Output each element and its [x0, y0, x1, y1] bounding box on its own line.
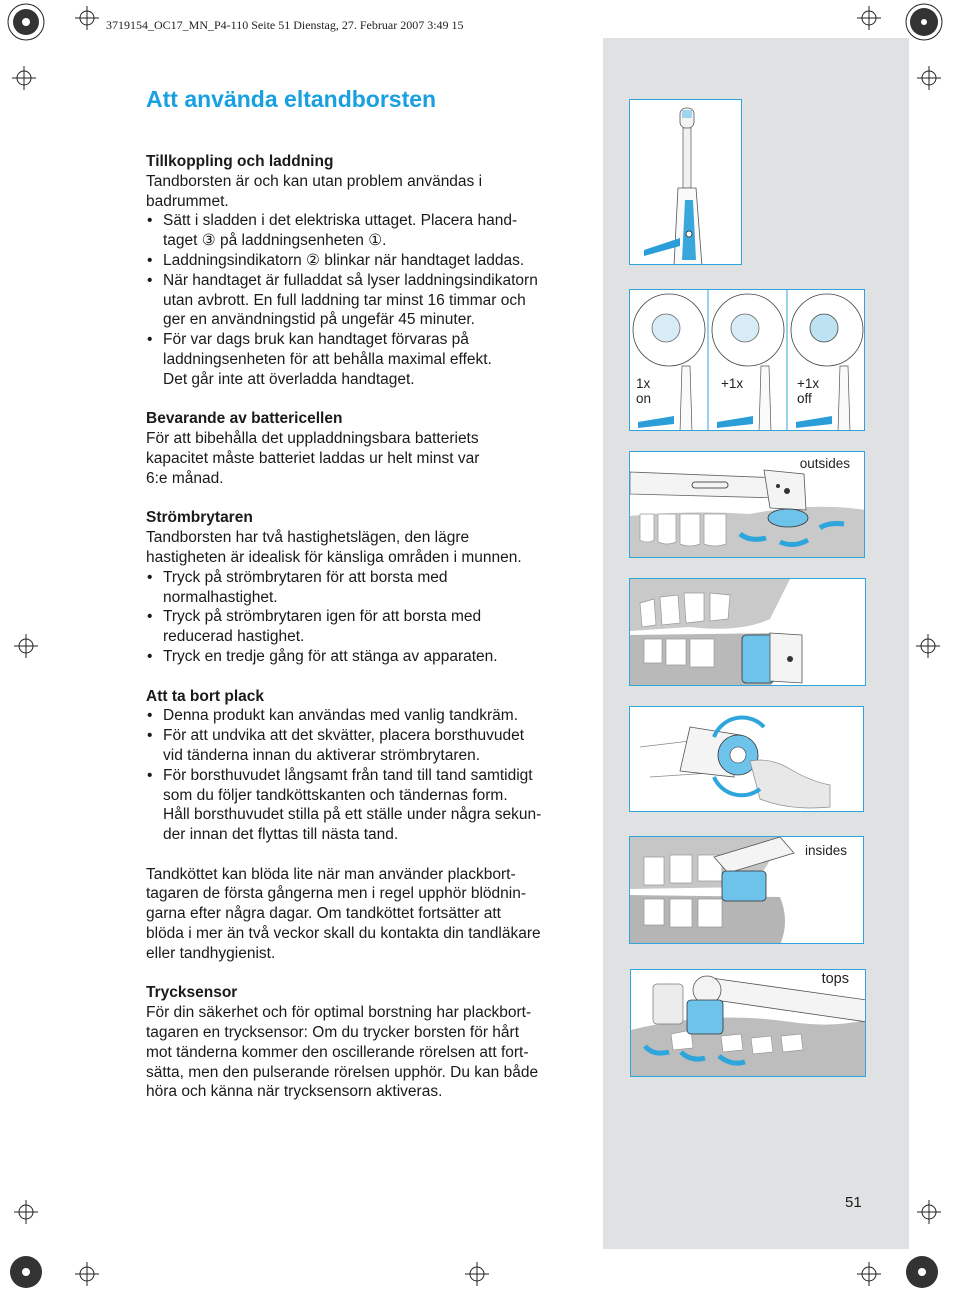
paragraph-line: badrummet.	[146, 192, 229, 210]
figure-side-teeth	[629, 578, 866, 686]
registration-mark-bottom-right	[896, 1248, 954, 1297]
crosshair-mark-top-2	[857, 6, 881, 35]
paragraph-line: För din säkerhet och för optimal borstning har plackbort-	[146, 1004, 532, 1022]
registration-mark-bottom-left	[0, 1248, 60, 1297]
list-item-line: • Tryck en tredje gång för att stänga av apparaten.	[163, 647, 498, 665]
paragraph-line: höra och känna när trycksensorn aktiveras.	[146, 1083, 443, 1101]
crosshair-mark-right-top	[917, 66, 941, 95]
main-text	[146, 152, 584, 1122]
paragraph-line: tagaren en trycksensor: Om du trycker borsten för hårt	[146, 1024, 520, 1042]
list-item-line: som du följer tandköttskanten och tändernas form.	[163, 786, 508, 804]
list-item-line: • Denna produkt kan användas med vanlig tandkräm.	[163, 707, 518, 725]
insides-label: insides	[804, 843, 847, 858]
list-item-line: • För att undvika att det skvätter, placera borsthuvudet	[163, 727, 525, 745]
section-plaque	[146, 687, 584, 845]
brushing-side-teeth-illustration	[630, 579, 866, 686]
list-item-line: • Tryck på strömbrytaren igen för att borsta med	[163, 608, 482, 626]
list-item-line: der innan det flyttas till nästa tand.	[163, 826, 399, 844]
mode-label-line: +1x	[797, 376, 820, 391]
paragraph-line: Tandborsten är och kan utan problem användas i	[146, 172, 483, 190]
paragraph-line: garna efter några dagar. Om tandköttet fortsätter att	[146, 905, 501, 923]
crosshair-mark-right-middle	[916, 634, 940, 663]
crosshair-mark-bottom-3	[857, 1262, 881, 1291]
mode-label-line: off	[797, 391, 812, 406]
list-item-line: Håll borsthuvudet stilla på ett ställe under några sekun-	[163, 806, 542, 824]
section-battery	[146, 409, 584, 488]
list-item	[146, 330, 584, 389]
list-item	[146, 251, 584, 271]
list-item-line: • För borsthuvudet långsamt från tand till tand samtidigt	[163, 766, 533, 784]
section-heading: Trycksensor	[146, 984, 238, 1002]
list-item-line: taget ③ på laddningsenheten ①.	[163, 232, 387, 250]
list-item	[146, 706, 584, 726]
mode-label-line: +1x	[721, 376, 744, 391]
bullet-list	[146, 706, 584, 845]
crosshair-mark-right-bottom	[917, 1200, 941, 1229]
list-item-line: • Laddningsindikatorn ② blinkar när handtaget laddas.	[163, 251, 525, 269]
list-item	[146, 726, 584, 766]
list-item-line: • Sätt i sladden i det elektriska uttaget. Placera hand-	[163, 212, 518, 230]
page-title: Att använda eltandborsten	[146, 86, 437, 112]
page-number: 51	[845, 1194, 862, 1211]
crosshair-mark-bottom-1	[75, 1262, 99, 1291]
mode-label-line: on	[636, 391, 652, 406]
list-item-line: • Tryck på strömbrytaren för att borsta med	[163, 568, 448, 586]
paragraph-line: tagaren de första gångerna men i regel upphör blödnin-	[146, 885, 527, 903]
paragraph-line: blöda i mer än två veckor skall du kontakta din tandläkare	[146, 925, 541, 943]
list-item	[146, 271, 584, 330]
section-heading: Att ta bort plack	[146, 687, 264, 705]
figure-rotation	[629, 706, 864, 812]
figure-tops	[630, 969, 866, 1077]
paragraph-line: hastigheten är idealisk för känsliga områden i munnen.	[146, 548, 522, 566]
list-item-line: Det går inte att överladda handtaget.	[163, 370, 415, 388]
list-item	[146, 568, 584, 608]
paragraph-line: Tandborsten har två hastighetslägen, den lägre	[146, 529, 470, 547]
bullet-list	[146, 211, 584, 389]
list-item-line: • När handtaget är fulladdat så lyser laddningsindikatorn	[163, 271, 538, 289]
list-item-line: reducerad hastighet.	[163, 628, 305, 646]
registration-mark-top-left	[0, 0, 60, 65]
list-item	[146, 647, 584, 667]
paragraph-line: mot tänderna kommer den oscillerande rörelsen att fort-	[146, 1043, 529, 1061]
list-item-line: • För var dags bruk kan handtaget förvaras på	[163, 331, 469, 349]
crosshair-mark-top-1	[75, 6, 99, 35]
figure-speed-modes	[629, 289, 865, 431]
mode-label-2	[721, 376, 743, 391]
brushing-rotation-illustration	[630, 707, 864, 812]
crosshair-mark-left-bottom	[14, 1200, 38, 1229]
list-item	[146, 766, 584, 845]
crosshair-mark-left-middle	[14, 634, 38, 663]
paragraph-line: sätta, men den pulserande rörelsen upphör. Du kan både	[146, 1063, 539, 1081]
paragraph-line: Tandköttet kan blöda lite när man använder plackbort-	[146, 865, 516, 883]
three-mode-illustration	[630, 290, 865, 431]
section-charging	[146, 152, 584, 390]
mode-label-1	[636, 376, 651, 406]
outsides-label: outsides	[799, 456, 850, 471]
paragraph-line: eller tandhygienist.	[146, 944, 276, 962]
print-header: 3719154_OC17_MN_P4-110 Seite 51 Dienstag, 27. Februar 2007 3:49 15	[106, 18, 464, 32]
section-switch	[146, 508, 584, 666]
crosshair-mark-bottom-2	[465, 1262, 489, 1291]
toothbrush-on-charger-illustration	[630, 100, 742, 265]
section-bleeding-note	[146, 865, 584, 964]
figure-charging	[629, 99, 742, 265]
list-item	[146, 607, 584, 647]
figure-outsides	[629, 451, 865, 558]
section-heading: Tillkoppling och laddning	[146, 153, 334, 170]
crosshair-mark-left-top	[12, 66, 36, 95]
mode-label-3	[797, 376, 819, 406]
list-item-line: normalhastighet.	[163, 588, 278, 606]
figure-insides	[629, 836, 864, 944]
paragraph-line: 6:e månad.	[146, 469, 224, 487]
section-heading: Strömbrytaren	[146, 509, 253, 527]
bullet-list	[146, 568, 584, 667]
list-item-line: ger en användningstid på ungefär 45 minuter.	[163, 311, 475, 329]
tops-label: tops	[821, 971, 849, 987]
list-item-line: laddningsenheten för att behålla maximal effekt.	[163, 350, 492, 368]
paragraph-line: För att bibehålla det uppladdningsbara batteriets	[146, 430, 479, 448]
section-pressure	[146, 983, 584, 1102]
mode-label-line: 1x	[636, 376, 651, 391]
section-heading: Bevarande av battericellen	[146, 410, 343, 428]
list-item-line: vid tänderna innan du aktiverar strömbrytaren.	[163, 746, 481, 764]
paragraph-line: kapacitet måste batteriet laddas ur helt minst var	[146, 449, 480, 467]
list-item-line: utan avbrott. En full laddning tar minst 16 timmar och	[163, 291, 526, 309]
list-item	[146, 211, 584, 251]
